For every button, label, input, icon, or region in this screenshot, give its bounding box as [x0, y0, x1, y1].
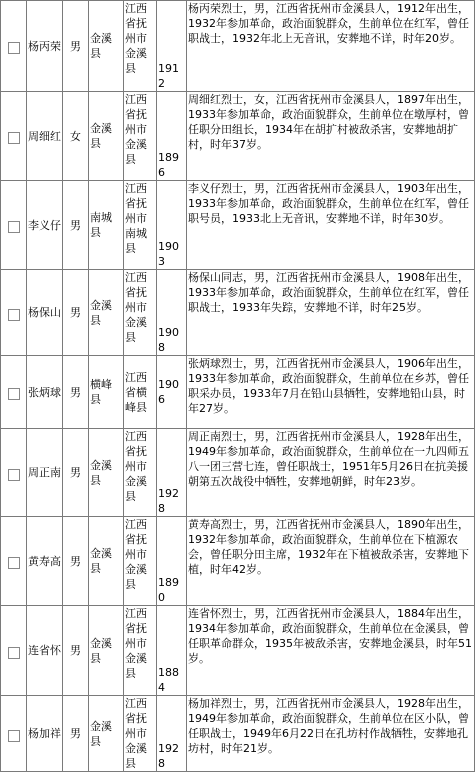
row-checkbox[interactable]: [8, 469, 20, 481]
origin-cell: 江西省抚州市金溪县: [124, 517, 157, 606]
origin-cell: 江西省抚州市金溪县: [124, 92, 157, 181]
sex-cell: 男: [63, 606, 89, 696]
sex-cell: 男: [63, 1, 89, 92]
origin-cell: 江西省抚州市金溪县: [124, 270, 157, 356]
name-cell: 连省怀: [27, 606, 63, 696]
county-cell: 金溪县: [89, 1, 124, 92]
name-cell: 周正南: [27, 429, 63, 517]
origin-cell: 江西省抚州市金溪县: [124, 696, 157, 772]
origin-cell: 江西省横峰县: [124, 356, 157, 429]
birth-year-cell: 1912: [157, 1, 187, 92]
sex-cell: 男: [63, 517, 89, 606]
biography-cell: 杨保山同志，男，江西省抚州市金溪县人，1908年出生，1933年参加革命，政治面貌群众，生前单位在红军，曾任职战士，1933年失踪，安葬地不详，时年25岁。: [187, 270, 475, 356]
sex-cell: 男: [63, 696, 89, 772]
row-select-cell[interactable]: [1, 356, 27, 429]
county-cell: 金溪县: [89, 606, 124, 696]
row-checkbox[interactable]: [8, 647, 20, 659]
table-row: [1, 429, 475, 517]
birth-year-cell: 1896: [157, 92, 187, 181]
name-cell: 李义仔: [27, 181, 63, 270]
table-row: [1, 1, 475, 92]
table-row: [1, 181, 475, 270]
table-row: [1, 606, 475, 696]
name-cell: 杨保山: [27, 270, 63, 356]
name-cell: 周细红: [27, 92, 63, 181]
row-select-cell[interactable]: [1, 1, 27, 92]
origin-cell: 江西省抚州市金溪县: [124, 1, 157, 92]
county-cell: 金溪县: [89, 92, 124, 181]
county-cell: 金溪县: [89, 429, 124, 517]
table-row: [1, 92, 475, 181]
table-row: [1, 696, 475, 772]
county-cell: 南城县: [89, 181, 124, 270]
biography-cell: 周正南烈士，男，江西省抚州市金溪县人，1928年出生，1949年参加革命，政治面貌群众，生前单位在一九四师五八一团三营七连，曾任职战士，1951年5月26日在抗美援朝第五次战役中牺牲，安葬地朝鲜，时年23岁。: [187, 429, 475, 517]
biography-cell: 杨丙荣烈士，男，江西省抚州市金溪县人，1912年出生，1932年参加革命，政治面貌群众，生前单位在红军，曾任职战士，1932年北上无音讯，安葬地不详，时年20岁。: [187, 1, 475, 92]
sex-cell: 男: [63, 356, 89, 429]
biography-cell: 周细红烈士，女，江西省抚州市金溪县人，1897年出生，1933年参加革命，政治面貌群众，生前单位在墩厚村，曾任职分田组长，1934年在胡扩村被敌杀害，安葬地胡扩村，时年37岁。: [187, 92, 475, 181]
row-select-cell[interactable]: [1, 181, 27, 270]
birth-year-cell: 1890: [157, 517, 187, 606]
biography-cell: 黄寿高烈士，男，江西省抚州市金溪县人，1890年出生，1932年参加革命，政治面貌群众，生前单位在下植源农会，曾任职分田主席，1932年在下植被敌杀害，安葬地下植，时年42岁。: [187, 517, 475, 606]
row-checkbox[interactable]: [8, 132, 20, 144]
row-select-cell[interactable]: [1, 270, 27, 356]
birth-year-cell: 1928: [157, 429, 187, 517]
sex-cell: 男: [63, 429, 89, 517]
name-cell: 杨加祥: [27, 696, 63, 772]
row-select-cell[interactable]: [1, 429, 27, 517]
table-row: [1, 356, 475, 429]
biography-cell: 杨加祥烈士，男，江西省抚州市金溪县人，1928年出生，1949年参加革命，政治面貌群众，生前单位在区小队，曾任职战士，1949年6月22日在孔坊村作战牺牲，安葬地孔坊村，时年21岁。: [187, 696, 475, 772]
birth-year-cell: 1884: [157, 606, 187, 696]
county-cell: 金溪县: [89, 696, 124, 772]
row-checkbox[interactable]: [8, 309, 20, 321]
birth-year-cell: 1906: [157, 356, 187, 429]
origin-cell: 江西省抚州市金溪县: [124, 606, 157, 696]
biography-cell: 张炳球烈士，男，江西省抚州市金溪县人，1906年出生，1933年参加革命，政治面貌群众，生前单位在乡苏，曾任职采办员，1933年7月在铅山县牺牲，安葬地铅山县，时年27岁。: [187, 356, 475, 429]
name-cell: 张炳球: [27, 356, 63, 429]
county-cell: 金溪县: [89, 270, 124, 356]
birth-year-cell: 1908: [157, 270, 187, 356]
sex-cell: 男: [63, 181, 89, 270]
row-checkbox[interactable]: [8, 730, 20, 742]
table-row: [1, 270, 475, 356]
biography-cell: 连省怀烈士，男，江西省抚州市金溪县人，1884年出生，1934年参加革命，政治面貌群众，生前单位在金溪县，曾任职革命群众，1935年被敌杀害，安葬地金溪县，时年51岁。: [187, 606, 475, 696]
origin-cell: 江西省抚州市金溪县: [124, 429, 157, 517]
row-checkbox[interactable]: [8, 221, 20, 233]
sex-cell: 男: [63, 270, 89, 356]
row-checkbox[interactable]: [8, 42, 20, 54]
name-cell: 杨丙荣: [27, 1, 63, 92]
origin-cell: 江西省抚州市南城县: [124, 181, 157, 270]
county-cell: 横峰县: [89, 356, 124, 429]
birth-year-cell: 1928: [157, 696, 187, 772]
row-select-cell[interactable]: [1, 92, 27, 181]
row-checkbox[interactable]: [8, 388, 20, 400]
birth-year-cell: 1903: [157, 181, 187, 270]
county-cell: 金溪县: [89, 517, 124, 606]
biography-cell: 李义仔烈士，男，江西省抚州市金溪县人，1903年出生，1933年参加革命，政治面貌群众，生前单位在红军，曾任职号员，1933北上无音讯，安葬地不详，时年30岁。: [187, 181, 475, 270]
row-select-cell[interactable]: [1, 606, 27, 696]
table-row: [1, 517, 475, 606]
row-select-cell[interactable]: [1, 696, 27, 772]
row-select-cell[interactable]: [1, 517, 27, 606]
sex-cell: 女: [63, 92, 89, 181]
name-cell: 黄寿高: [27, 517, 63, 606]
row-checkbox[interactable]: [8, 557, 20, 569]
